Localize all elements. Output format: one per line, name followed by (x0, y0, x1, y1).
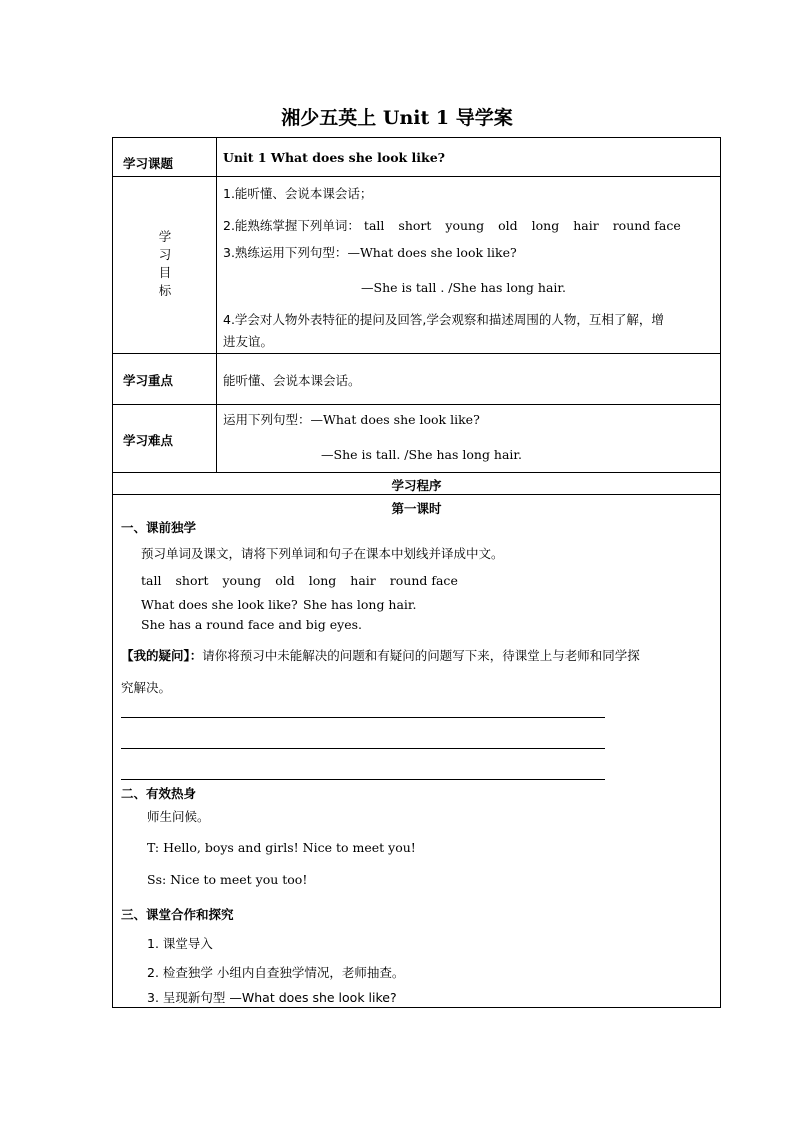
section-1-sentence-3: She has a round face and big eyes. (141, 617, 363, 632)
section-3-item-2: 2. 检查独学 小组内自查独学情况，老师抽查。 (147, 965, 405, 980)
my-questions-line1: 【我的疑问】：请你将预习中未能解决的问题和有疑问的问题写下来，待课堂上与老师和同学探 (121, 648, 640, 663)
section-2-line2: T: Hello, boys and girls! Nice to meet you! (147, 840, 416, 855)
section-2-line1: 师生问候。 (147, 809, 210, 824)
section-1-instruction: 预习单词及课文，请将下列单词和句子在课本中划线并译成中文。 (141, 546, 504, 561)
objective-4-line2: 进友谊。 (223, 334, 274, 349)
row-divider (113, 404, 720, 405)
focus-label: 学习重点 (123, 373, 174, 388)
section-3-title: 三、课堂合作和探究 (121, 907, 234, 922)
page-title: 湘少五英上 Unit 1 导学案 (281, 107, 513, 129)
answer-line[interactable] (121, 779, 605, 780)
my-questions-line2: 究解决。 (121, 680, 172, 695)
difficulty-line2: —She is tall. /She has long hair. (321, 447, 523, 462)
difficulty-label: 学习难点 (123, 433, 174, 448)
section-1-words: tall short young old long hair round face (141, 573, 458, 588)
lesson-plan-table (112, 137, 721, 1008)
section-1-sentence-1: What does she look like? (141, 597, 298, 612)
section-2-title: 二、有效热身 (121, 786, 197, 801)
objective-1: 1.能听懂、会说本课会话； (223, 186, 373, 201)
answer-line[interactable] (121, 717, 605, 718)
row-divider (113, 494, 720, 495)
section-1-title: 一、课前独学 (121, 520, 197, 535)
objective-4-line1: 4.学会对人物外表特征的提问及回答,学会观察和描述周围的人物，互相了解，增 (223, 312, 664, 327)
row-divider (113, 353, 720, 354)
objectives-label: 学 习 目 标 (158, 229, 172, 298)
section-1-sentence-2: She has long hair. (303, 597, 417, 612)
objective-3-answer: —She is tall . /She has long hair. (361, 280, 566, 295)
procedure-header: 学习程序 (391, 478, 442, 493)
section-3-item-1: 1. 课堂导入 (147, 936, 213, 951)
focus-value: 能听懂、会说本课会话。 (223, 373, 361, 388)
topic-value: Unit 1 What does she look like? (223, 150, 445, 165)
period-label: 第一课时 (391, 501, 442, 516)
section-3-item-3: 3. 呈现新句型 —What does she look like? (147, 990, 397, 1005)
objective-3: 3.熟练运用下列句型：—What does she look like? (223, 245, 517, 260)
difficulty-line1: 运用下列句型：—What does she look like? (223, 412, 480, 427)
topic-label: 学习课题 (123, 156, 174, 171)
column-divider (216, 138, 217, 472)
row-divider (113, 176, 720, 177)
answer-line[interactable] (121, 748, 605, 749)
row-divider (113, 472, 720, 473)
section-2-line3: Ss: Nice to meet you too! (147, 872, 308, 887)
objective-2: 2.能熟练掌握下列单词： tall short young old long hair round face (223, 218, 681, 233)
